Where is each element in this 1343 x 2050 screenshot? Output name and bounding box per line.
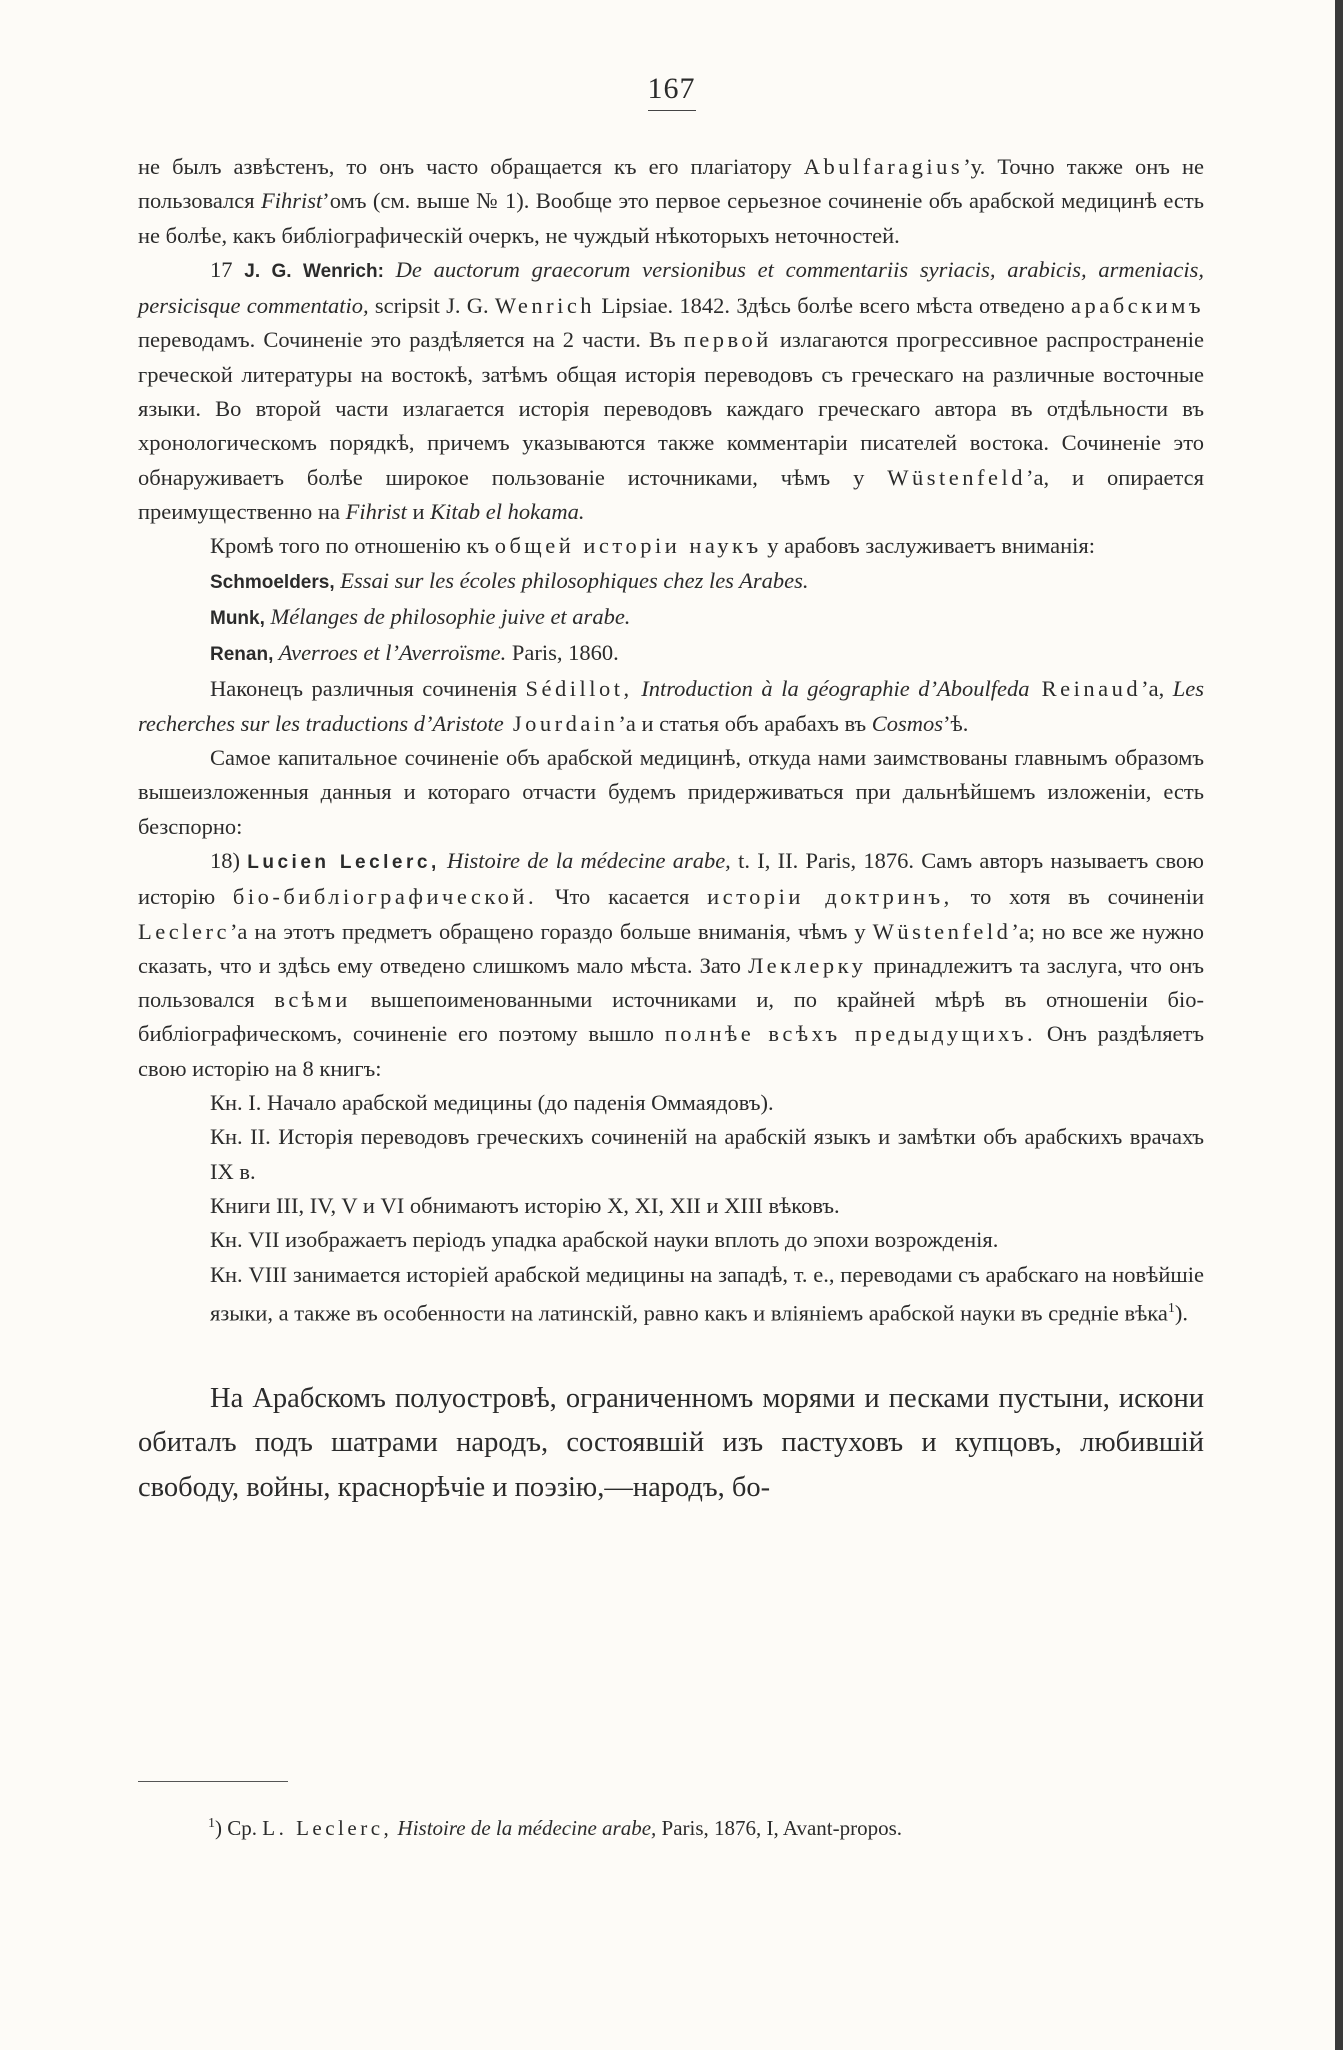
book-item: Кн. II. Исторія переводовъ греческихъ сочиненій на арабскій языкъ и замѣтки объ арабскихъ врачахъ IX в. (210, 1124, 1204, 1184)
ref-title: Averroes et l’Averroïsme. (273, 640, 507, 666)
entry-number: 18) (210, 847, 248, 873)
text: и (406, 498, 431, 524)
spaced-name: Wenrich (494, 293, 596, 319)
entry-author: Lucien Leclerc, (247, 851, 440, 873)
text: ’a, и опирается преимущественно на (138, 464, 1204, 524)
footnote-marker: 1 (1167, 1300, 1175, 1316)
footnote-rule (138, 1781, 288, 1782)
main-text-paragraph: На Арабскомъ полуостровѣ, ограниченномъ морями и песками пустыни, искони обиталъ подъ шатрами народъ, состоявшій изъ пастуховъ и купцовъ, любившій свободу, войны, краснорѣчіе и поэзію,—народъ, бо- (138, 1382, 1204, 1503)
footnote (208, 1810, 1208, 1842)
italic-title: Cosmos (871, 710, 944, 736)
spaced-name: Sédillot, (525, 676, 633, 702)
spaced-name: Wüstenfeld (887, 464, 1026, 490)
text: ’омъ (см. выше № 1). Вообще это первое серьезное сочиненіе объ арабской медицинѣ есть не болѣе, какъ библіографическій очеркъ, не чуждый нѣкоторыхъ неточностей. (138, 188, 1204, 248)
entry-author: J. G. Wenrich: (244, 260, 384, 282)
text: ). (1174, 1300, 1189, 1326)
text: Lipsiae. 1842. Здѣсь болѣе всего мѣста отведено (595, 293, 1071, 319)
italic-title: Histoire de la médecine arabe, (392, 1816, 657, 1840)
paragraph-krome (138, 529, 1204, 563)
text: переводамъ. Сочиненіе это раздѣляется на 2 части. Въ (138, 327, 684, 353)
text: ’a на этотъ предметъ обращено гораздо больше вниманія, чѣмъ у (229, 918, 873, 944)
reference-item (138, 600, 1204, 636)
page-number-rule (648, 110, 696, 111)
text: ’у. Точно также онъ не пользовался (138, 154, 1204, 214)
entry-17 (138, 253, 1204, 529)
spaced-name: Leclerc (138, 918, 230, 944)
spaced-word: арабскимъ (1070, 293, 1204, 319)
text: ’a, (1141, 676, 1173, 702)
page-number: 167 (647, 72, 696, 105)
text: scripsit J. G. (368, 293, 495, 319)
spaced-name: L. Leclerc, (262, 1816, 393, 1840)
spaced-word: біо-библіографической. (232, 884, 538, 910)
section-gap (138, 1331, 1204, 1377)
italic-title: Fihrist (261, 188, 323, 214)
ref-author: Schmoelders, (210, 571, 335, 593)
book-item: Кн. VII изображаетъ періодъ упадка арабской науки вплоть до эпохи возрожденія. (210, 1227, 999, 1253)
spaced-phrase: общей исторіи наукъ (494, 533, 762, 559)
reference-item (138, 636, 1204, 672)
text: не былъ азвѣстенъ, то онъ часто обращается къ его плагіатору (138, 154, 804, 179)
text: Paris, 1876, I, Avant-propos. (656, 1816, 903, 1840)
paragraph-samoe: Самое капитальное сочиненіе объ арабской медицинѣ, откуда нами заимствованы главнымъ образомъ вышеизложенныя данныя и котораго отчасти будемъ придерживаться при дальнѣйшемъ изложеніи, есть безспорно: (138, 745, 1204, 839)
text: Кн. VIII занимается исторіей арабской медицины на западѣ, т. е., переводами съ арабскаго на новѣйшіе языки, а также въ особенности на латинскій, равно какъ и вліяніемъ арабской науки въ средніе вѣка (210, 1261, 1204, 1326)
text: t. I, II. Paris, 1876. Самъ авторъ называетъ свою исторію (138, 847, 1204, 910)
text: то хотя въ сочиненіи (952, 884, 1204, 910)
spaced-word: всѣми (274, 987, 351, 1013)
entry-title: De auctorum graecorum versionibus et commentariis syriacis, arabicis, armeniacis, persicisque commentatio, (138, 256, 1204, 319)
entry-18 (138, 844, 1204, 1086)
text: излагаются прогрессивное распространеніе греческой литературы на востокѣ, затѣмъ общая исторія переводовъ съ греческаго на различные восточные языки. Во второй части излагается исторія переводовъ каждаго греческаго автора въ отдѣльности въ хронологическомъ порядкѣ, причемъ указываются также комментаріи писателей востока. Сочиненіе это обнаруживаетъ болѣе широкое пользованіе источниками, чѣмъ у (138, 327, 1204, 490)
ref-title: Mélanges de philosophie juive et arabe. (264, 603, 631, 629)
reference-item (138, 564, 1204, 600)
body-text (138, 150, 1204, 1510)
italic-title: Les recherches sur les traductions d’Aristote (138, 676, 1205, 736)
text: ’a и статья объ арабахъ въ (618, 710, 872, 736)
text: ) Ср. (215, 1816, 263, 1840)
text: Кромѣ того по отношенію къ (210, 533, 495, 559)
spaced-name: Wüstenfeld (872, 918, 1012, 944)
book-item (138, 1258, 1204, 1331)
text: вышепоименованными источниками и, по крайней мѣрѣ въ отношеніи біо-библіографическомъ, сочиненіе его поэтому вышло (138, 987, 1204, 1047)
book-item: Книги III, IV, V и VI обнимаютъ исторію X, XI, XII и XIII вѣковъ. (210, 1192, 840, 1218)
text: Наконецъ различныя сочиненія (210, 676, 526, 702)
spaced-word: первой (683, 327, 772, 353)
ref-author: Munk, (210, 607, 265, 629)
ref-title: Essai sur les écoles philosophiques chez les Arabes. (334, 567, 809, 593)
italic-title: Kitab el hokama. (430, 498, 585, 524)
ref-author: Renan, (210, 644, 274, 666)
spaced-phrase: полнѣе всѣхъ предыдущихъ. (664, 1021, 1037, 1047)
text: ’a; но все же нужно сказать, что и здѣсь ему отведено слишкомъ мало мѣста. Зато (138, 918, 1205, 978)
spaced-name: Леклерку (748, 952, 867, 978)
text: ’ѣ. (943, 710, 969, 736)
book-item: Кн. I. Начало арабской медицины (до паденія Оммаядовъ). (210, 1090, 774, 1116)
text: принадлежитъ та заслуга, что онъ пользовался (138, 952, 1204, 1013)
paragraph-nakonets (138, 672, 1204, 741)
italic-title: Introduction à la géographie d’Aboulfeda (632, 676, 1030, 702)
italic-title: Fihrist (345, 498, 407, 524)
spaced-word: исторіи доктринъ, (707, 884, 953, 910)
footnote-marker: 1 (208, 1816, 215, 1831)
text: Онъ раздѣляетъ свою исторію на 8 книгъ: (138, 1021, 1205, 1081)
entry-title: Histoire de la médecine arabe, (439, 847, 731, 873)
paragraph-continued (138, 150, 1204, 253)
page-edge (1335, 0, 1343, 2050)
spaced-name: Jourdain (503, 710, 619, 736)
spaced-name: Abulfaragius (803, 154, 964, 179)
entry-number: 17 (210, 256, 245, 282)
ref-place: Paris, 1860. (506, 640, 619, 666)
text: Что касается (537, 884, 708, 910)
spaced-name: Reinaud (1029, 676, 1142, 702)
text: у арабовъ заслуживаетъ вниманія: (761, 533, 1096, 559)
